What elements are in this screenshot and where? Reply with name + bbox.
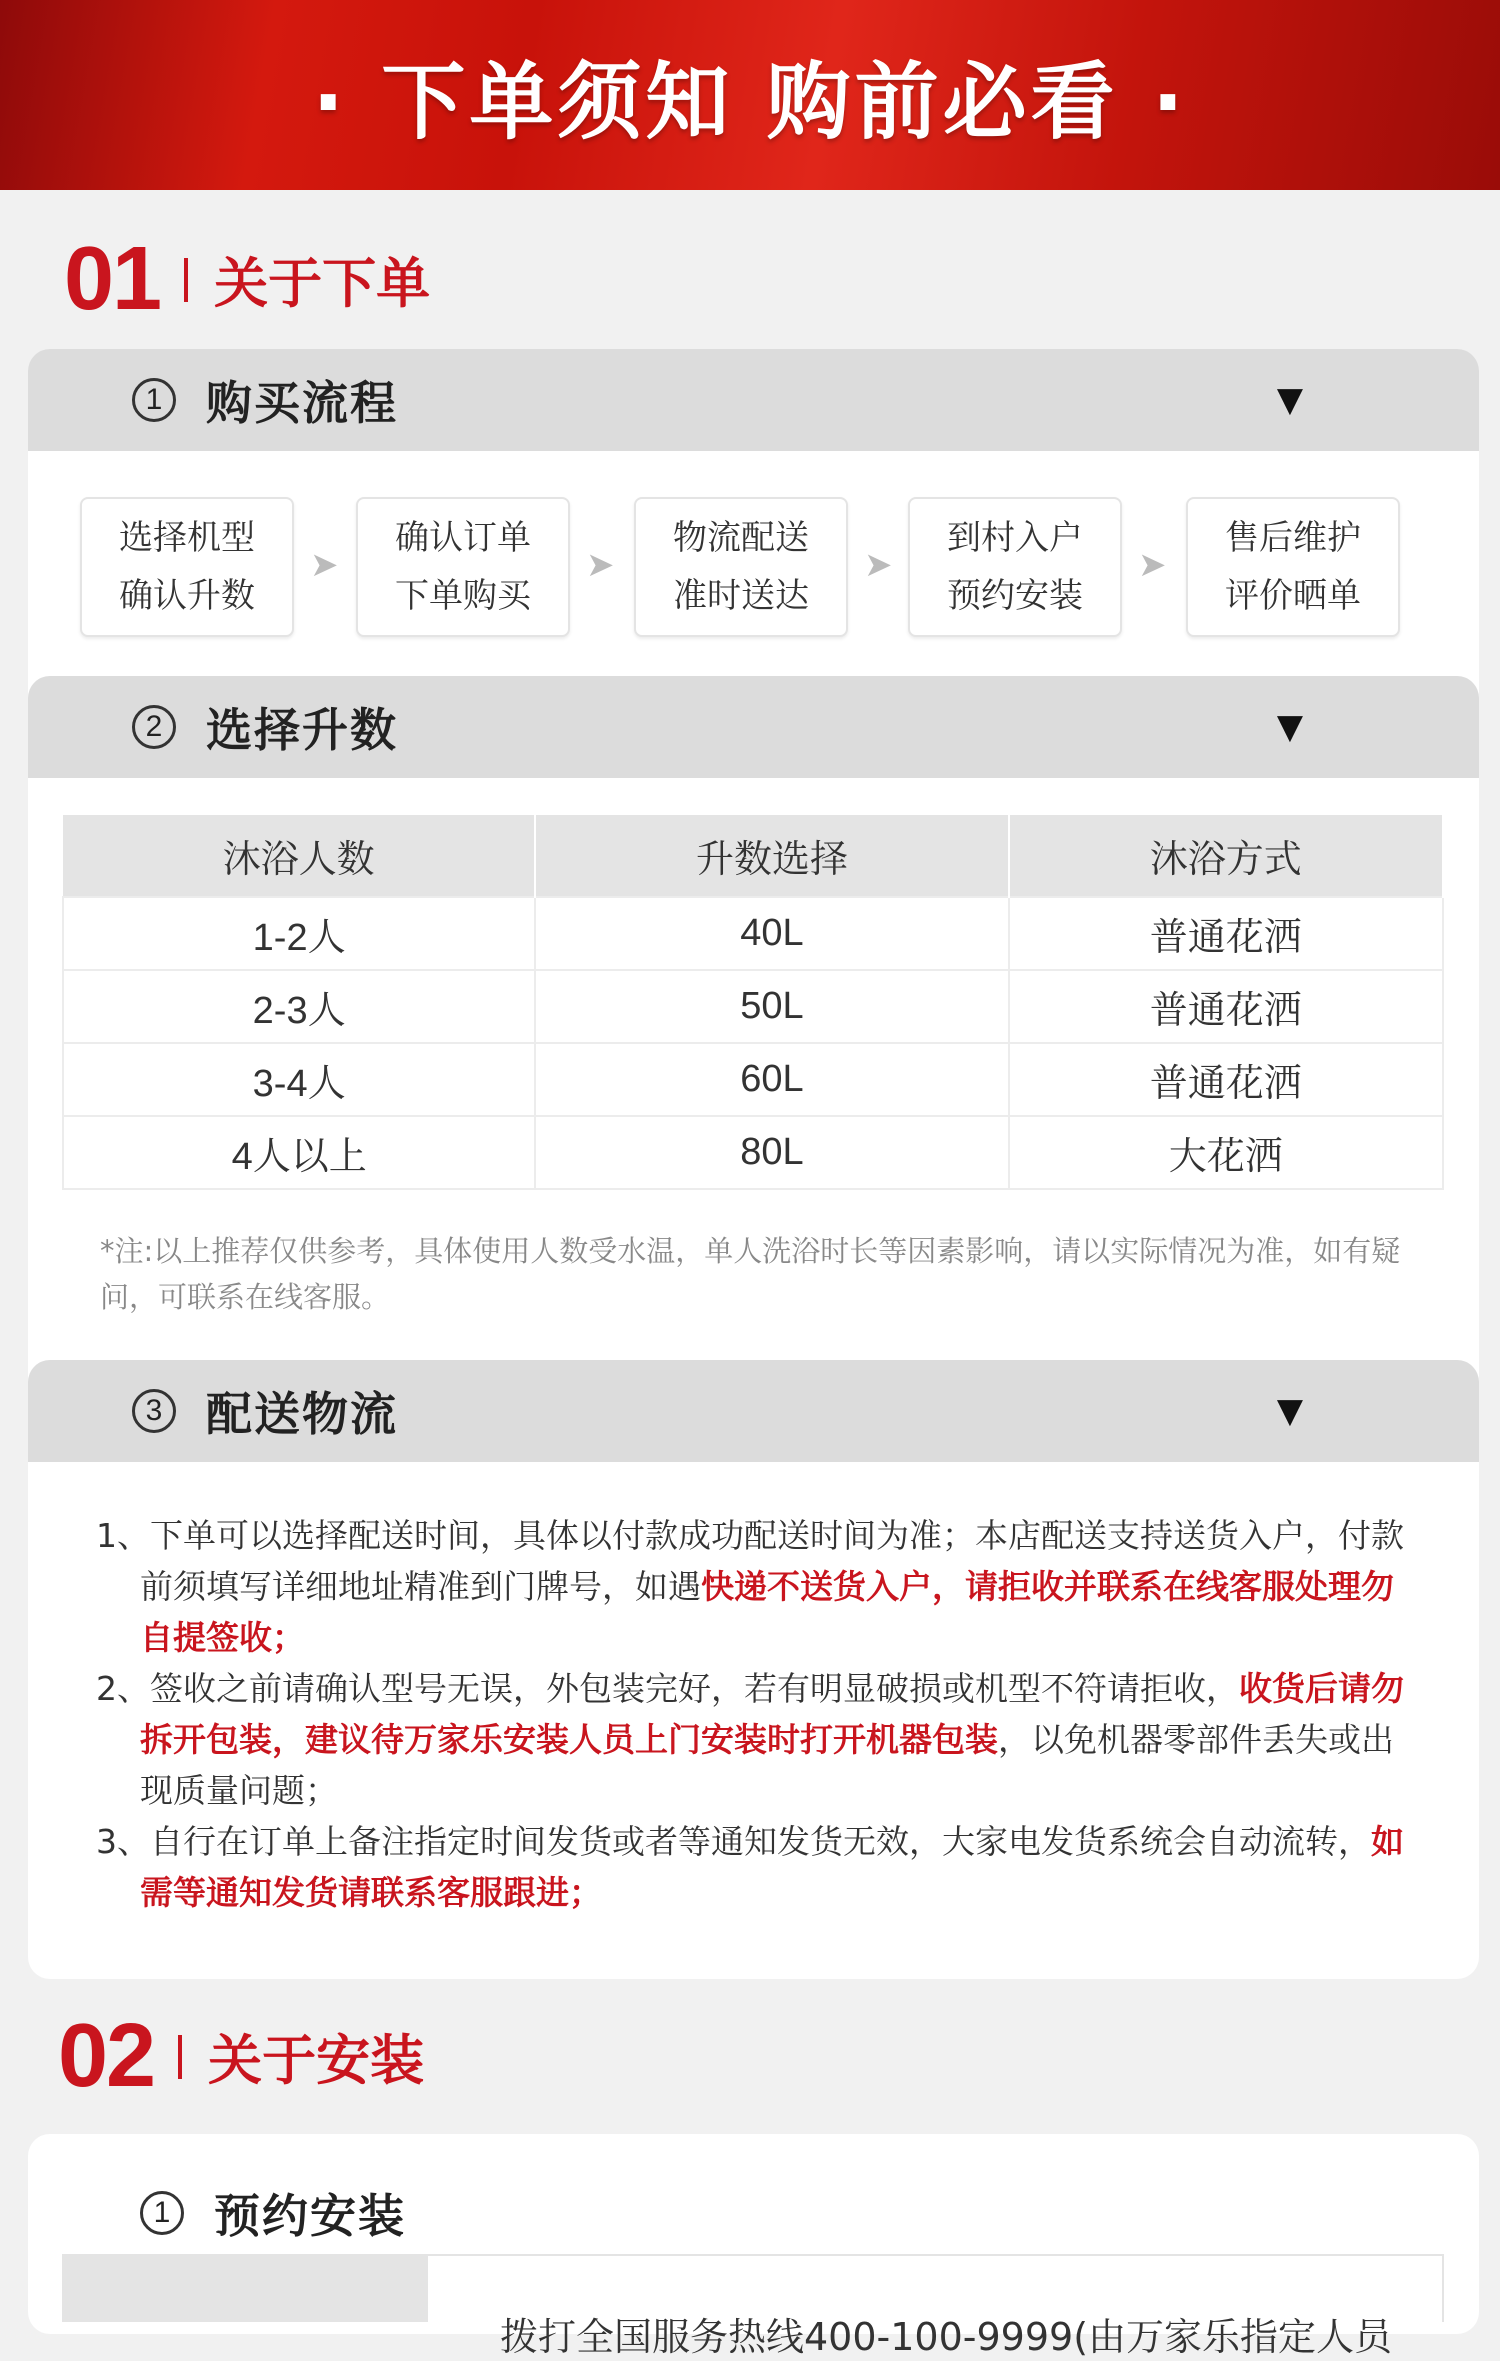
table-header-row	[63, 815, 1443, 897]
item-highlight: 收货后请勿拆开包装，建议待万家乐安装人员上门安装时打开机器包装	[140, 1669, 1404, 1759]
step-line: 确认升数	[119, 576, 255, 616]
arrow-right-icon: ➤	[1138, 545, 1167, 585]
install-title: 预约安装	[214, 2189, 406, 2243]
table-cell: 2-3人	[63, 970, 535, 1043]
install-subheader	[140, 2180, 406, 2246]
capacity-header[interactable]	[28, 676, 1479, 778]
column-header: 沐浴人数	[63, 815, 535, 897]
step-index-badge: 1	[132, 378, 176, 422]
list-item	[96, 1816, 1416, 1918]
step-line: 准时送达	[673, 576, 809, 616]
delivery-header[interactable]	[28, 1360, 1479, 1462]
divider	[184, 258, 188, 302]
item-text: 1、下单可以选择配送时间，具体以付款成功配送时间为准；本店配送支持送货入户，付款前须填写详细地址精准到门牌号，如遇	[96, 1516, 1404, 1606]
table-row	[63, 897, 1443, 970]
capacity-table	[62, 815, 1444, 1190]
list-item	[96, 1510, 1416, 1663]
chevron-down-icon[interactable]: ▼	[1276, 380, 1303, 420]
step-card	[356, 497, 570, 637]
table-cell: 50L	[535, 970, 1008, 1043]
chevron-down-icon[interactable]: ▼	[1276, 1391, 1303, 1431]
table-cell: 普通花洒	[1009, 970, 1443, 1043]
step-line: 下单购买	[395, 576, 531, 616]
purchase-steps	[80, 497, 1400, 639]
step-card	[80, 497, 294, 637]
delivery-notes	[96, 1510, 1416, 1918]
table-cell: 普通花洒	[1009, 897, 1443, 970]
step-index-badge: 2	[132, 705, 176, 749]
section-number: 02	[58, 2006, 155, 2106]
section-heading-order	[64, 228, 430, 331]
table-row	[63, 1043, 1443, 1116]
install-content-cell	[426, 2254, 1444, 2359]
install-text: 拨打全国服务热线400-100-9999(由万家乐指定人员	[500, 2315, 1393, 2359]
chevron-down-icon[interactable]: ▼	[1276, 707, 1303, 747]
list-item	[96, 1663, 1416, 1816]
table-cell: 60L	[535, 1043, 1008, 1116]
table-cell: 40L	[535, 897, 1008, 970]
column-header: 升数选择	[535, 815, 1008, 897]
step-card	[1186, 497, 1400, 637]
step-card	[634, 497, 848, 637]
item-text: 3、自行在订单上备注指定时间发货或者等通知发货无效，大家电发货系统会自动流转，	[96, 1822, 1371, 1861]
step-line: 预约安装	[947, 576, 1083, 616]
section-number: 01	[64, 229, 161, 329]
banner-title: · 下单须知 购前必看 ·	[312, 52, 1188, 151]
column-header: 沐浴方式	[1009, 815, 1443, 897]
table-cell: 1-2人	[63, 897, 535, 970]
table-row	[63, 970, 1443, 1043]
table-cell: 大花洒	[1009, 1116, 1443, 1189]
table-cell: 3-4人	[63, 1043, 535, 1116]
arrow-right-icon: ➤	[586, 545, 615, 585]
header-banner	[0, 0, 1500, 190]
step-index-badge: 3	[132, 1389, 176, 1433]
table-row	[63, 1116, 1443, 1189]
step-line: 确认订单	[395, 518, 531, 558]
step-card	[908, 497, 1122, 637]
step-line: 到村入户	[947, 518, 1083, 558]
arrow-right-icon: ➤	[864, 545, 893, 585]
step-line: 评价晒单	[1225, 576, 1361, 616]
purchase-flow-header[interactable]	[28, 349, 1479, 451]
section-title: 关于下单	[214, 252, 431, 315]
step-index-badge: 1	[140, 2191, 184, 2235]
section-heading-install	[58, 2005, 424, 2108]
purchase-flow-title: 购买流程	[206, 376, 398, 430]
arrow-right-icon: ➤	[310, 545, 339, 585]
table-cell: 4人以上	[63, 1116, 535, 1189]
item-highlight: 快递不送货入户，请拒收并联系在线客服处理勿自提签收；	[140, 1567, 1394, 1657]
divider	[178, 2035, 182, 2079]
table-cell: 普通花洒	[1009, 1043, 1443, 1116]
item-text: 2、签收之前请确认型号无误，外包装完好，若有明显破损或机型不符请拒收，	[96, 1669, 1239, 1708]
delivery-title: 配送物流	[206, 1387, 398, 1441]
table-cell: 80L	[535, 1116, 1008, 1189]
step-line: 物流配送	[673, 518, 809, 558]
step-line: 售后维护	[1225, 518, 1361, 558]
item-highlight: 如需等通知发货请联系客服跟进；	[140, 1822, 1404, 1912]
step-line: 选择机型	[119, 518, 255, 558]
capacity-note: *注:以上推荐仅供参考，具体使用人数受水温，单人洗浴时长等因素影响，请以实际情况为准，如有疑问，可联系在线客服。	[100, 1234, 1401, 1314]
capacity-title: 选择升数	[206, 703, 398, 757]
item-text: ，以免机器零部件丢失或出现质量问题；	[140, 1720, 1394, 1810]
install-label-cell	[62, 2254, 426, 2322]
section-title: 关于安装	[208, 2029, 425, 2092]
